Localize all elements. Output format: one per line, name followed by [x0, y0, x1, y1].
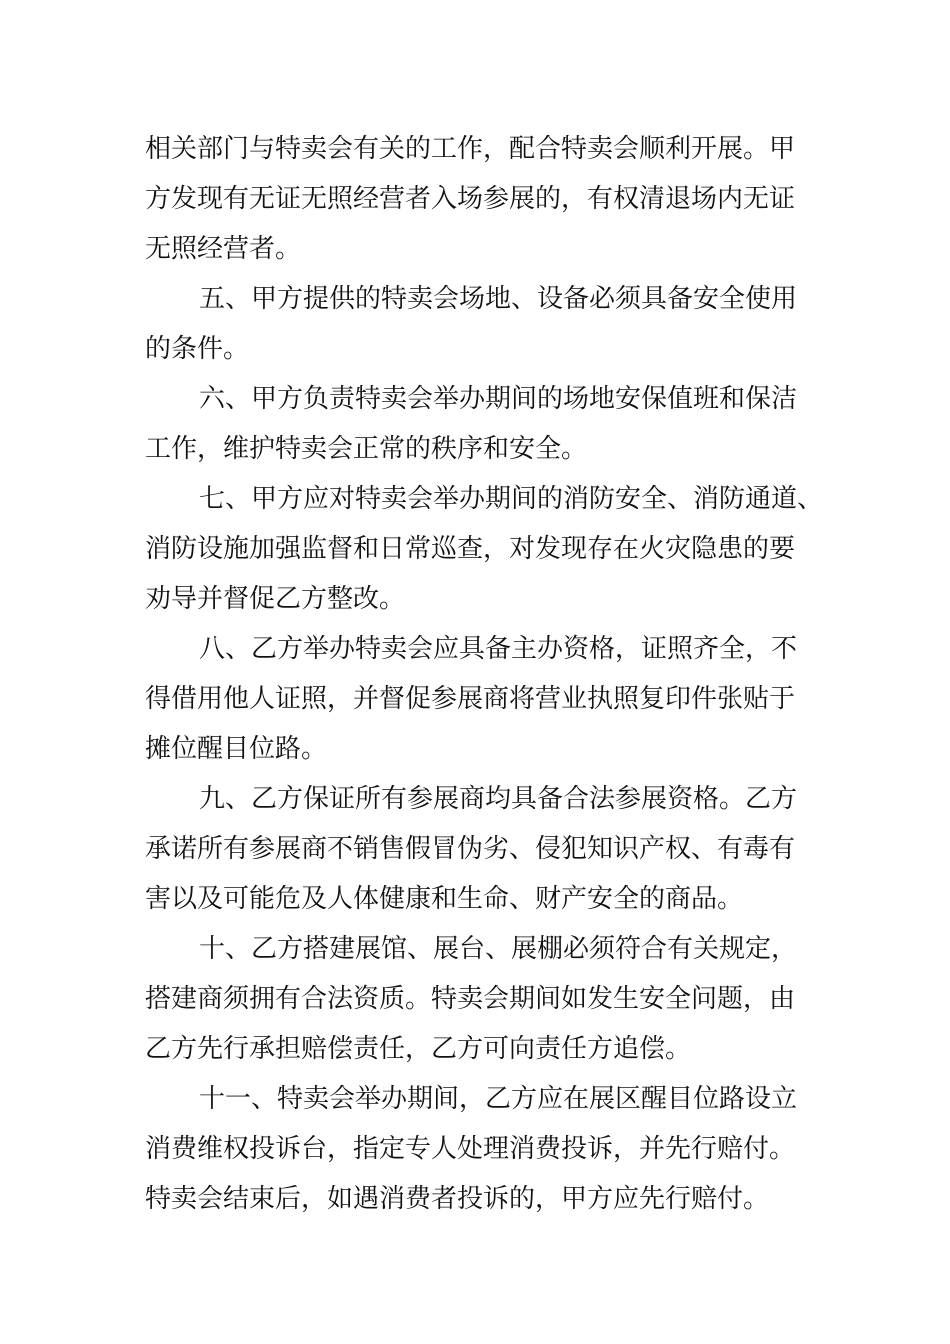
text-line: 乙方先行承担赔偿责任，乙方可向责任方追偿。	[145, 1034, 692, 1064]
text-line: 八、乙方举办特卖会应具备主办资格，证照齐全，不	[199, 634, 798, 664]
text-line: 的条件。	[145, 334, 250, 364]
paragraph-continued	[145, 124, 810, 274]
text-line: 七、甲方应对特卖会举办期间的消防安全、消防通道、	[199, 484, 824, 514]
paragraph-clause-6	[145, 374, 810, 474]
text-line: 得借用他人证照，并督促参展商将营业执照复印件张贴于	[145, 684, 796, 714]
text-line: 消费维权投诉台，指定专人处理消费投诉，并先行赔付。	[145, 1134, 796, 1164]
text-line: 特卖会结束后，如遇消费者投诉的，甲方应先行赔付。	[145, 1184, 770, 1214]
document-body	[145, 124, 824, 1224]
text-line: 搭建商须拥有合法资质。特卖会期间如发生安全问题，由	[145, 984, 796, 1014]
text-line: 相关部门与特卖会有关的工作，配合特卖会顺利开展。甲	[145, 134, 796, 164]
paragraph-clause-9	[145, 774, 810, 924]
paragraph-clause-11	[145, 1074, 810, 1224]
paragraph-clause-10	[145, 924, 810, 1074]
text-line: 方发现有无证无照经营者入场参展的，有权清退场内无证	[145, 184, 796, 214]
paragraph-clause-7	[145, 474, 824, 624]
text-line: 九、乙方保证所有参展商均具备合法参展资格。乙方	[199, 784, 798, 814]
text-line: 十、乙方搭建展馆、展台、展棚必须符合有关规定，	[199, 934, 798, 964]
text-line: 五、甲方提供的特卖会场地、设备必须具备安全使用	[199, 284, 798, 314]
text-line: 无照经营者。	[145, 234, 302, 264]
text-line: 工作，维护特卖会正常的秩序和安全。	[145, 434, 588, 464]
paragraph-clause-5	[145, 274, 810, 374]
text-line: 六、甲方负责特卖会举办期间的场地安保值班和保洁	[199, 384, 798, 414]
text-line: 摊位醒目位路。	[145, 734, 328, 764]
text-line: 十一、特卖会举办期间，乙方应在展区醒目位路设立	[199, 1084, 798, 1114]
text-line: 承诺所有参展商不销售假冒伪劣、侵犯知识产权、有毒有	[145, 834, 796, 864]
paragraph-clause-8	[145, 624, 810, 774]
text-line: 劝导并督促乙方整改。	[145, 584, 406, 614]
text-line: 消防设施加强监督和日常巡查，对发现存在火灾隐患的要	[145, 534, 796, 564]
text-line: 害以及可能危及人体健康和生命、财产安全的商品。	[145, 884, 744, 914]
